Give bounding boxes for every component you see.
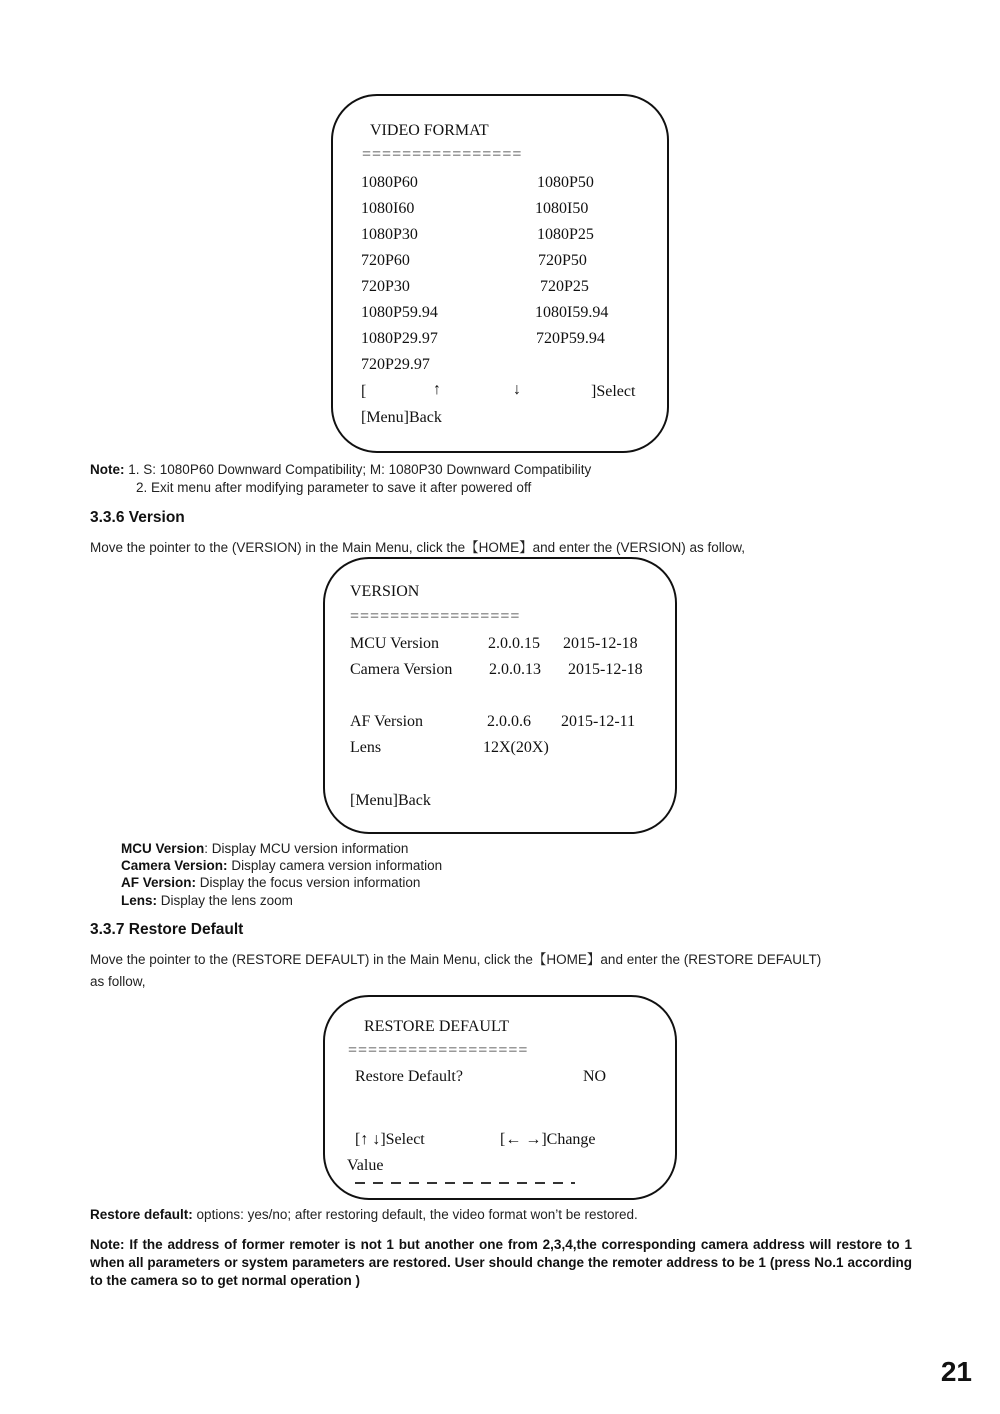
desc-label: MCU Version xyxy=(121,841,205,856)
restore-intro-line-1: Move the pointer to the (RESTORE DEFAULT) in the Main Menu, click the【HOME】and enter the (RESTORE DEFAULT) xyxy=(90,952,822,967)
desc-label: Camera Version: xyxy=(121,858,228,873)
version-desc-camera xyxy=(121,858,442,873)
page-number: 21 xyxy=(940,1356,972,1387)
format-option: 1080I59.94 xyxy=(535,304,609,321)
mcu-version-label: MCU Version xyxy=(350,635,440,652)
desc-label: Lens: xyxy=(121,893,158,908)
note-label-line xyxy=(90,462,591,477)
menu-back-hint: [Menu]Back xyxy=(361,409,442,426)
clipped-line xyxy=(355,1180,575,1185)
note-label: Note: xyxy=(90,462,125,477)
desc-text: Display the focus version information xyxy=(199,875,421,890)
video-format-separator: ================ xyxy=(362,146,523,163)
mcu-version-number: 2.0.0.15 xyxy=(488,635,540,652)
note-line-1: 1. S: 1080P60 Downward Compatibility; M: 1080P30 Downward Compatibility xyxy=(128,462,592,477)
format-option: 720P25 xyxy=(540,278,589,295)
select-hint: [↑ ↓]Select xyxy=(355,1131,425,1148)
select-hint: ]Select xyxy=(591,383,636,400)
version-menu xyxy=(323,557,677,834)
arrow-down-icon: ↓ xyxy=(513,381,521,398)
desc-text: options: yes/no; after restoring default, the video format won’t be restored. xyxy=(196,1207,638,1222)
version-desc-af xyxy=(121,875,420,890)
value-word: Value xyxy=(347,1157,384,1174)
format-option: 1080P29.97 xyxy=(361,330,438,347)
section-heading-restore: 3.3.7 Restore Default xyxy=(90,921,244,938)
desc-text: Display camera version information xyxy=(231,858,443,873)
format-option: 1080I60 xyxy=(361,200,415,217)
section-heading-version: 3.3.6 Version xyxy=(90,509,185,526)
af-version-date: 2015-12-11 xyxy=(561,713,636,730)
address-note: Note: If the address of former remoter is not 1 but another one from 2,3,4,the corresponding camera address will restore to 1 when all parameters or system parameters are restored. User should change the remoter address to be 1 (press No.1 according to the camera so to get normal operation ) xyxy=(90,1237,912,1288)
af-version-label: AF Version xyxy=(350,713,424,730)
video-format-menu xyxy=(331,94,669,453)
menu-back-hint: [Menu]Back xyxy=(350,792,431,809)
format-option: 720P59.94 xyxy=(536,330,605,347)
format-option: 1080P25 xyxy=(537,226,594,243)
restore-desc xyxy=(90,1207,638,1222)
format-option: 720P60 xyxy=(361,252,410,269)
arrow-up-icon: ↑ xyxy=(433,381,441,398)
version-desc-mcu: MCU Version: Display MCU version information xyxy=(121,841,409,856)
nav-bracket: [ xyxy=(361,383,367,400)
version-intro: Move the pointer to the (VERSION) in the Main Menu, click the【HOME】and enter the (VERSION) as follow, xyxy=(90,540,746,555)
lens-value: 12X(20X) xyxy=(483,739,549,756)
format-option: 1080P60 xyxy=(361,174,418,191)
desc-text: Display the lens zoom xyxy=(160,893,293,908)
restore-title: RESTORE DEFAULT xyxy=(364,1018,510,1035)
format-option: 720P30 xyxy=(361,278,410,295)
format-option: 720P50 xyxy=(538,252,587,269)
version-separator: ================= xyxy=(350,608,521,625)
restore-intro-line-2: as follow, xyxy=(90,974,146,989)
format-option: 1080P50 xyxy=(537,174,594,191)
restore-separator: ================== xyxy=(348,1042,529,1059)
af-version-number: 2.0.0.6 xyxy=(487,713,531,730)
restore-default-label: Restore Default? xyxy=(355,1068,463,1085)
mcu-version-date: 2015-12-18 xyxy=(563,635,638,652)
note-line-2: 2. Exit menu after modifying parameter to save it after powered off xyxy=(136,480,532,495)
camera-version-number: 2.0.0.13 xyxy=(489,661,541,678)
format-option: 1080P59.94 xyxy=(361,304,438,321)
desc-text: Display MCU version information xyxy=(211,841,409,856)
version-desc-lens xyxy=(121,893,293,908)
camera-version-label: Camera Version xyxy=(350,661,453,678)
video-format-title: VIDEO FORMAT xyxy=(370,122,489,139)
desc-label: Restore default: xyxy=(90,1207,193,1222)
format-option: 1080I50 xyxy=(535,200,589,217)
restore-default-value: NO xyxy=(583,1068,607,1085)
desc-label: AF Version: xyxy=(121,875,197,890)
change-hint: [← →]Change xyxy=(500,1131,596,1148)
camera-version-date: 2015-12-18 xyxy=(568,661,643,678)
restore-default-menu xyxy=(323,995,677,1200)
format-option: 720P29.97 xyxy=(361,356,430,373)
lens-label: Lens xyxy=(350,739,382,756)
version-title: VERSION xyxy=(350,583,420,600)
format-option: 1080P30 xyxy=(361,226,418,243)
